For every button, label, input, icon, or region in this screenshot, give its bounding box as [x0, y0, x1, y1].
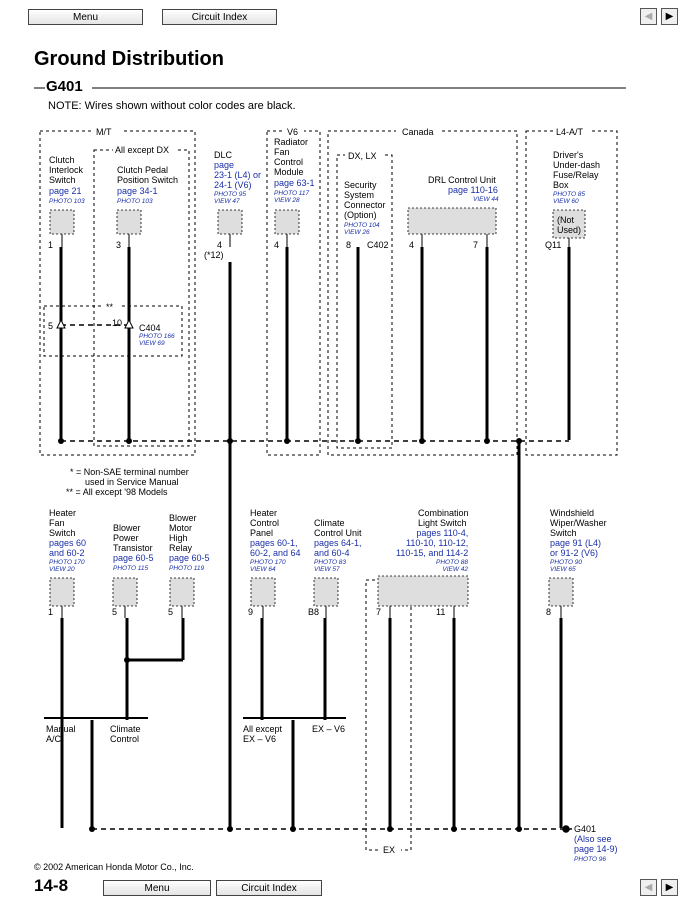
combo-light-pin-a: 7: [376, 607, 382, 617]
security-name: Security System Connector (Option): [344, 180, 386, 220]
group-label-l4-at: L4-A/T: [556, 127, 584, 137]
clutch-interlock-pin: 1: [48, 240, 54, 250]
clutch-interlock-photo[interactable]: PHOTO 103: [49, 198, 85, 205]
footnote-star: * = Non-SAE terminal number used in Service Manual: [70, 467, 189, 487]
dlc-photo[interactable]: PHOTO 95 VIEW 47: [214, 191, 247, 205]
ground-photo[interactable]: PHOTO 96: [574, 856, 607, 863]
security-pin: 8: [346, 240, 352, 250]
heater-fan-page-link[interactable]: pages 60 and 60-2: [49, 538, 87, 558]
heater-fan-name: Heater Fan Switch: [49, 508, 77, 538]
menu-button-bottom[interactable]: Menu: [103, 880, 211, 896]
c404-connector: C404: [139, 323, 161, 333]
climate-unit-pin: B8: [308, 607, 320, 617]
combo-light-page-link[interactable]: pages 110-4, 110-10, 110-12, 110-15, and 114-2: [396, 528, 469, 558]
climate-unit-photo[interactable]: PHOTO 83 VIEW 57: [314, 559, 347, 573]
blower-transistor-name: Blower Power Transistor: [113, 523, 153, 553]
ground-label: G401: [574, 824, 597, 834]
combo-light-photo[interactable]: PHOTO 88 VIEW 42: [436, 559, 469, 573]
dlc-connector: [218, 210, 242, 234]
climate-unit-name: Climate Control Unit: [314, 518, 362, 538]
blower-transistor-page-link[interactable]: page 60-5: [113, 553, 154, 563]
circuit-index-button-bottom[interactable]: Circuit Index: [216, 880, 322, 896]
copyright-text: 2002 American Honda Motor Co., Inc.: [43, 862, 194, 872]
clutch-pedal-name: Clutch Pedal Position Switch: [117, 165, 179, 185]
group-label-dx-lx: DX, LX: [348, 151, 377, 161]
blower-transistor-pin: 5: [112, 607, 118, 617]
group-label-v6: V6: [287, 127, 299, 137]
clutch-pedal-connector: [117, 210, 141, 234]
radiator-fan-name: Radiator Fan Control Module: [274, 137, 309, 177]
windshield-pin: 8: [546, 607, 552, 617]
blower-relay-pin: 5: [168, 607, 174, 617]
footnote-double-star: ** = All except '98 Models: [66, 487, 168, 497]
c404-box: [44, 306, 182, 356]
variant-manual-ac: Manual A/C: [46, 724, 76, 744]
windshield-page-link[interactable]: page 91 (L4) or 91-2 (V6): [550, 538, 602, 558]
heater-panel-name: Heater Control Panel: [250, 508, 280, 538]
radiator-fan-photo[interactable]: PHOTO 117 VIEW 28: [274, 190, 310, 204]
heater-fan-pin: 1: [48, 607, 54, 617]
ground-ref-link[interactable]: (Also see page 14-9): [574, 834, 618, 854]
heater-panel-page-link[interactable]: pages 60-1, 60-2, and 64: [250, 538, 301, 558]
dlc-name: DLC: [214, 150, 233, 160]
clutch-interlock-connector: [50, 210, 74, 234]
ground-symbol-icon: [563, 826, 572, 832]
blower-transistor-connector: [113, 578, 137, 606]
climate-unit-connector: [314, 578, 338, 606]
radiator-fan-pin: 4: [274, 240, 280, 250]
circuit-index-button-top[interactable]: Circuit Index: [162, 9, 277, 25]
page-title: Ground Distribution: [34, 48, 224, 70]
clutch-interlock-page-link[interactable]: page 21: [49, 186, 82, 196]
clutch-pedal-photo[interactable]: PHOTO 103: [117, 198, 153, 205]
security-photo[interactable]: PHOTO 104 VIEW 26: [344, 222, 380, 236]
windshield-name: Windshield Wiper/Washer Switch: [550, 508, 607, 538]
drl-name: DRL Control Unit: [428, 175, 496, 185]
prev-page-icon-top[interactable]: ◀: [640, 8, 657, 25]
underdash-pin: Q11: [545, 240, 562, 250]
c404-double-star: **: [106, 302, 114, 312]
heater-panel-pin: 9: [248, 607, 254, 617]
group-label-ex: EX: [383, 845, 396, 855]
c404-pin-a: 5: [48, 321, 54, 331]
dlc-pin-note: (*12): [204, 250, 224, 260]
heater-fan-photo[interactable]: PHOTO 170 VIEW 20: [49, 559, 85, 573]
copyright: © 2002 American Honda Motor Co., Inc.: [34, 862, 194, 872]
variant-ex-v6: EX – V6: [312, 724, 346, 734]
windshield-photo[interactable]: PHOTO 90 VIEW 65: [550, 559, 583, 573]
ground-section-title: G401: [46, 78, 87, 95]
c404-pin-b: 10: [112, 318, 123, 328]
blower-transistor-photo[interactable]: PHOTO 115: [113, 565, 149, 572]
security-connector: C402: [367, 240, 389, 250]
combo-light-connector: [378, 576, 468, 606]
underdash-name: Driver's Under-dash Fuse/Relay Box: [553, 150, 601, 190]
variant-all-except-ex-v6: All except EX – V6: [243, 724, 283, 744]
radiator-fan-page-link[interactable]: page 63-1: [274, 178, 315, 188]
prev-page-icon-bottom[interactable]: ◀: [640, 879, 657, 896]
combo-light-pin-b: 11: [436, 607, 446, 617]
next-page-icon-bottom[interactable]: ▶: [661, 879, 678, 896]
drl-connector: [408, 208, 496, 234]
underdash-photo[interactable]: PHOTO 85 VIEW 60: [553, 191, 586, 205]
underdash-not-used: (Not Used): [557, 215, 582, 235]
heater-panel-connector: [251, 578, 275, 606]
dlc-pin: 4: [217, 240, 223, 250]
radiator-fan-connector: [275, 210, 299, 234]
clutch-pedal-page-link[interactable]: page 34-1: [117, 186, 158, 196]
c404-photo[interactable]: PHOTO 166 VIEW 69: [139, 333, 175, 347]
blower-relay-photo[interactable]: PHOTO 119: [169, 565, 205, 572]
dlc-page-link[interactable]: page 23-1 (L4) or 24-1 (V6): [214, 160, 262, 190]
group-label-mt: M/T: [96, 127, 112, 137]
group-label-canada: Canada: [402, 127, 434, 137]
heater-fan-connector: [50, 578, 74, 606]
heater-panel-photo[interactable]: PHOTO 170 VIEW 64: [250, 559, 286, 573]
drl-photo[interactable]: VIEW 44: [473, 196, 499, 203]
blower-relay-name: Blower Motor High Relay: [169, 513, 197, 553]
variant-climate-control: Climate Control: [110, 724, 141, 744]
blower-relay-connector: [170, 578, 194, 606]
drl-pin-a: 4: [409, 240, 415, 250]
combo-light-name: Combination Light Switch: [418, 508, 469, 528]
clutch-pedal-pin: 3: [116, 240, 122, 250]
menu-button-top[interactable]: Menu: [28, 9, 143, 25]
page-number: 14-8: [34, 876, 69, 895]
windshield-connector: [549, 578, 573, 606]
next-page-icon-top[interactable]: ▶: [661, 8, 678, 25]
group-label-all-except-dx: All except DX: [115, 145, 170, 155]
clutch-interlock-name: Clutch Interlock Switch: [49, 155, 84, 185]
blower-relay-page-link[interactable]: page 60-5: [169, 553, 210, 563]
drl-page-link[interactable]: page 110-16: [448, 185, 498, 195]
wire-note: NOTE: Wires shown without color codes are black.: [48, 100, 296, 112]
climate-unit-page-link[interactable]: pages 64-1, and 60-4: [314, 538, 362, 558]
drl-pin-b: 7: [473, 240, 479, 250]
